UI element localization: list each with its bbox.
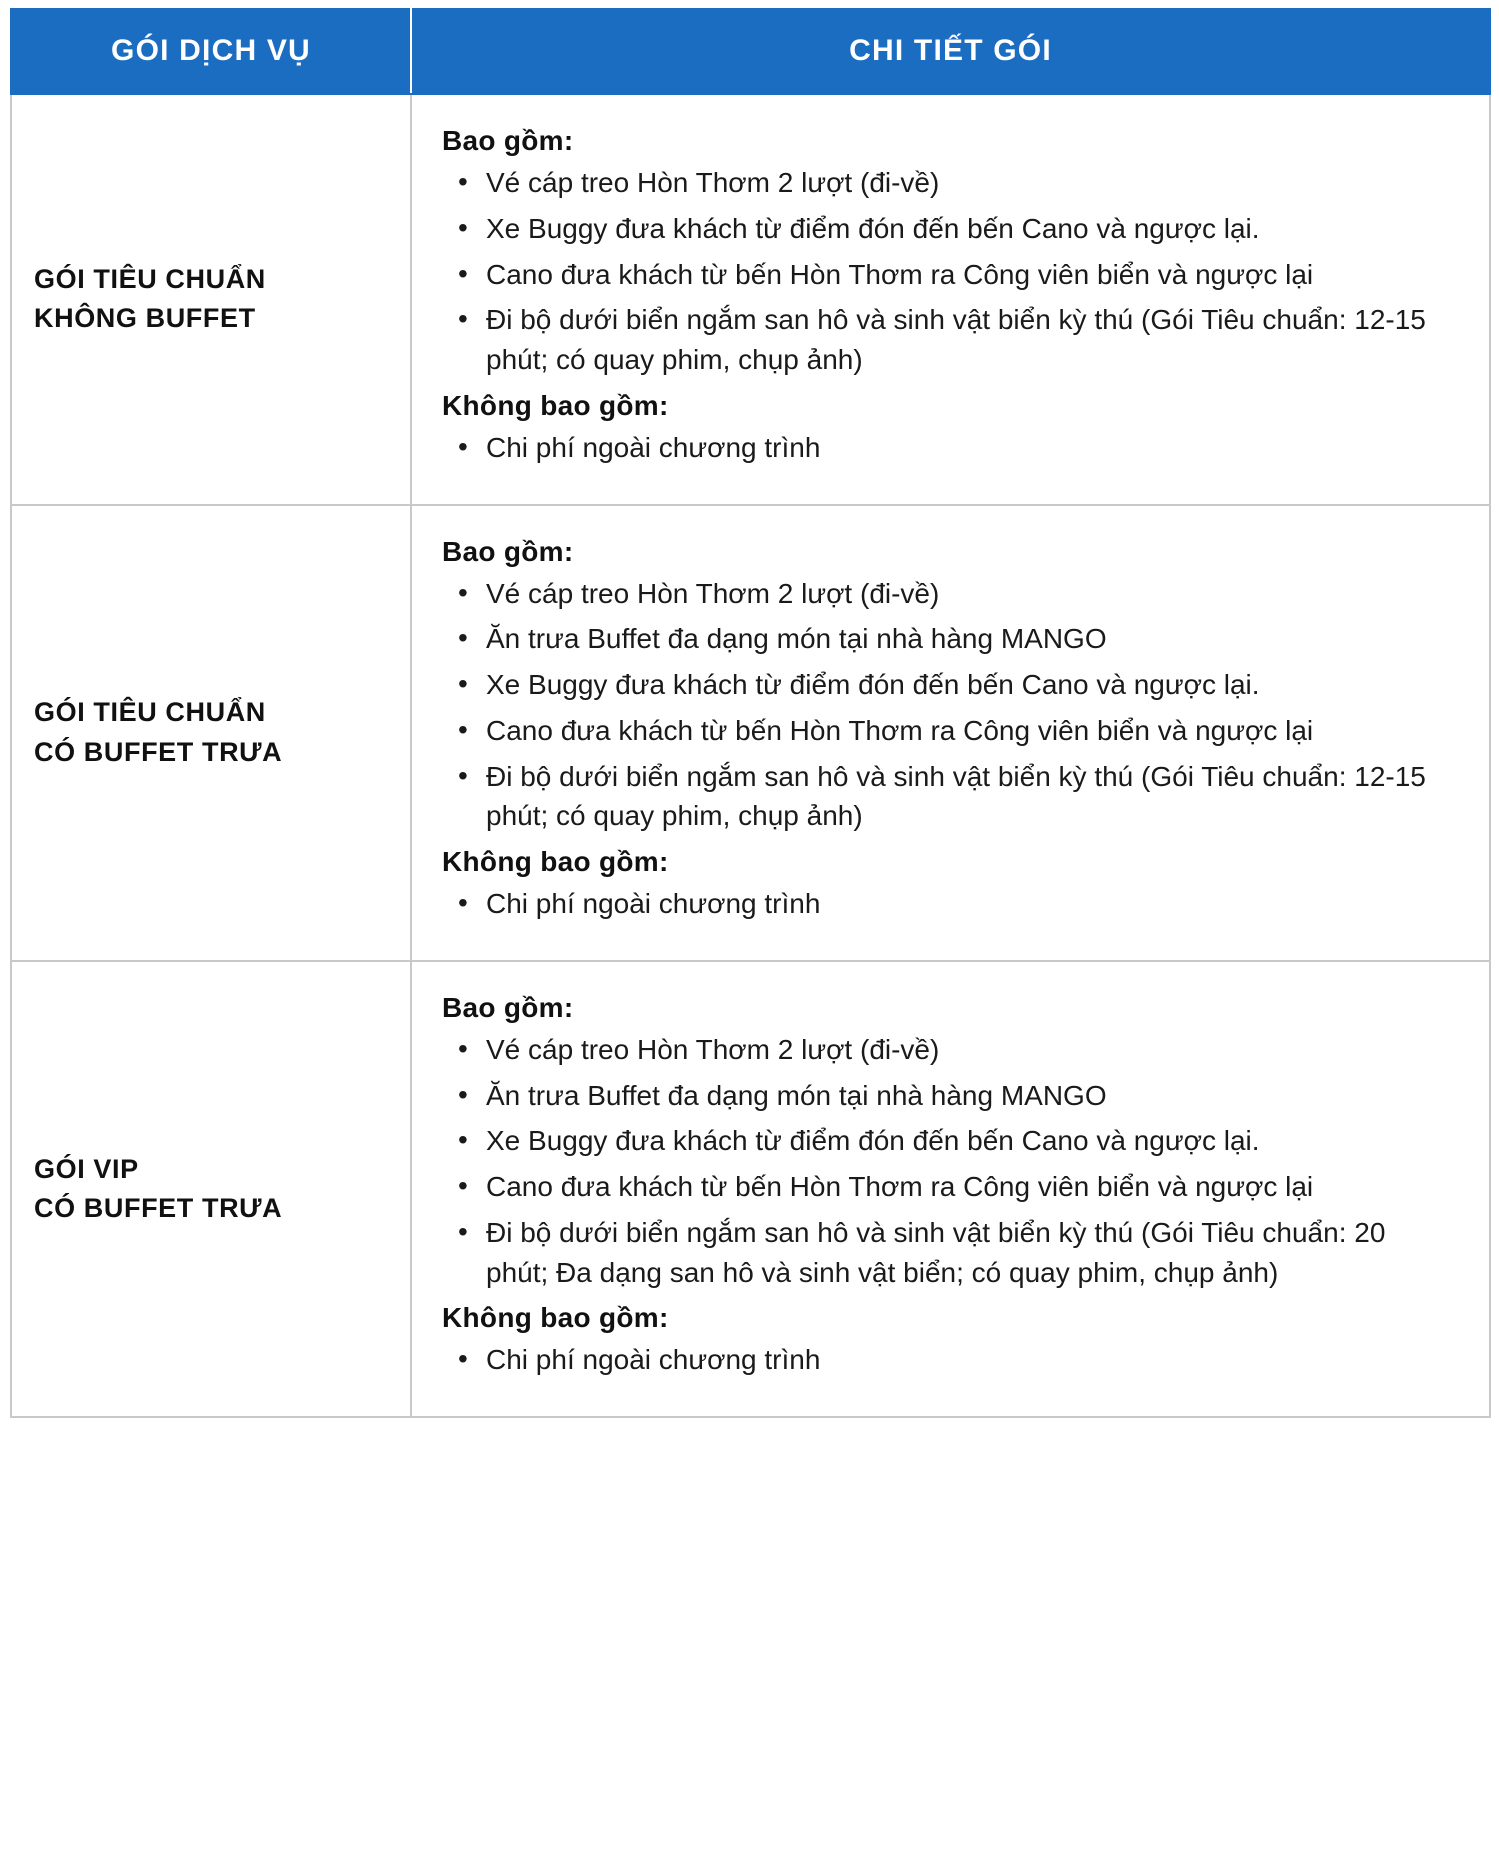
excluded-label: Không bao gồm: — [442, 389, 669, 421]
package-detail-cell — [411, 505, 1490, 961]
included-list — [448, 163, 1455, 380]
list-item: • Đi bộ dưới biển ngắm san hô và sinh vật biển kỳ thú (Gói Tiêu chuẩn: 12-15 phút; có quay phim, chụp ảnh) — [482, 757, 1455, 837]
table-header-row — [11, 9, 1490, 94]
table-row — [11, 94, 1490, 505]
included-list — [448, 574, 1455, 837]
list-item: • Chi phí ngoài chương trình — [482, 428, 1455, 468]
table-row — [11, 505, 1490, 961]
included-label: Bao gồm: — [442, 991, 574, 1023]
list-item: • Cano đưa khách từ bến Hòn Thơm ra Công viên biển và ngược lại — [482, 711, 1455, 751]
list-item: • Ăn trưa Buffet đa dạng món tại nhà hàng MANGO — [482, 1076, 1455, 1116]
list-item: • Chi phí ngoài chương trình — [482, 884, 1455, 924]
package-name-line-2: CÓ BUFFET TRƯA — [34, 736, 283, 767]
list-item: • Xe Buggy đưa khách từ điểm đón đến bến Cano và ngược lại. — [482, 209, 1455, 249]
package-name-cell — [11, 94, 411, 505]
package-detail-cell — [411, 94, 1490, 505]
package-name-cell — [11, 505, 411, 961]
list-item: • Vé cáp treo Hòn Thơm 2 lượt (đi-về) — [482, 574, 1455, 614]
table-header — [11, 9, 1490, 94]
table-row — [11, 961, 1490, 1417]
list-item: • Chi phí ngoài chương trình — [482, 1340, 1455, 1380]
package-name-cell — [11, 961, 411, 1417]
list-item: • Cano đưa khách từ bến Hòn Thơm ra Công viên biển và ngược lại — [482, 1167, 1455, 1207]
list-item: • Đi bộ dưới biển ngắm san hô và sinh vật biển kỳ thú (Gói Tiêu chuẩn: 12-15 phút; có quay phim, chụp ảnh) — [482, 300, 1455, 380]
column-header-detail: CHI TIẾT GÓI — [411, 9, 1490, 94]
service-package-table — [10, 8, 1491, 1418]
list-item: • Vé cáp treo Hòn Thơm 2 lượt (đi-về) — [482, 1030, 1455, 1070]
package-name-line-2: KHÔNG BUFFET — [34, 303, 256, 334]
included-list — [448, 1030, 1455, 1293]
table-body — [11, 94, 1490, 1417]
excluded-list — [448, 1340, 1455, 1380]
excluded-label: Không bao gồm: — [442, 846, 669, 877]
package-name-line-1: GÓI TIÊU CHUẨN — [34, 697, 266, 728]
list-item: • Vé cáp treo Hòn Thơm 2 lượt (đi-về) — [482, 163, 1455, 203]
included-label: Bao gồm: — [442, 125, 574, 156]
excluded-list — [448, 428, 1455, 468]
excluded-label: Không bao gồm: — [442, 1302, 669, 1334]
package-detail-cell — [411, 961, 1490, 1417]
list-item: • Ăn trưa Buffet đa dạng món tại nhà hàng MANGO — [482, 619, 1455, 659]
list-item: • Xe Buggy đưa khách từ điểm đón đến bến Cano và ngược lại. — [482, 665, 1455, 705]
package-name-line-1: GÓI TIÊU CHUẨN — [34, 264, 266, 295]
package-name-line-1: GÓI VIP — [34, 1153, 139, 1184]
excluded-list — [448, 884, 1455, 924]
included-label: Bao gồm: — [442, 535, 574, 567]
list-item: • Đi bộ dưới biển ngắm san hô và sinh vật biển kỳ thú (Gói Tiêu chuẩn: 20 phút; Đa dạng san hô và sinh vật biển; có quay phim, chụp ảnh) — [482, 1213, 1455, 1293]
list-item: • Cano đưa khách từ bến Hòn Thơm ra Công viên biển và ngược lại — [482, 255, 1455, 295]
column-header-package: GÓI DỊCH VỤ — [11, 9, 411, 94]
list-item: • Xe Buggy đưa khách từ điểm đón đến bến Cano và ngược lại. — [482, 1121, 1455, 1161]
package-name-line-2: CÓ BUFFET TRƯA — [34, 1192, 283, 1223]
